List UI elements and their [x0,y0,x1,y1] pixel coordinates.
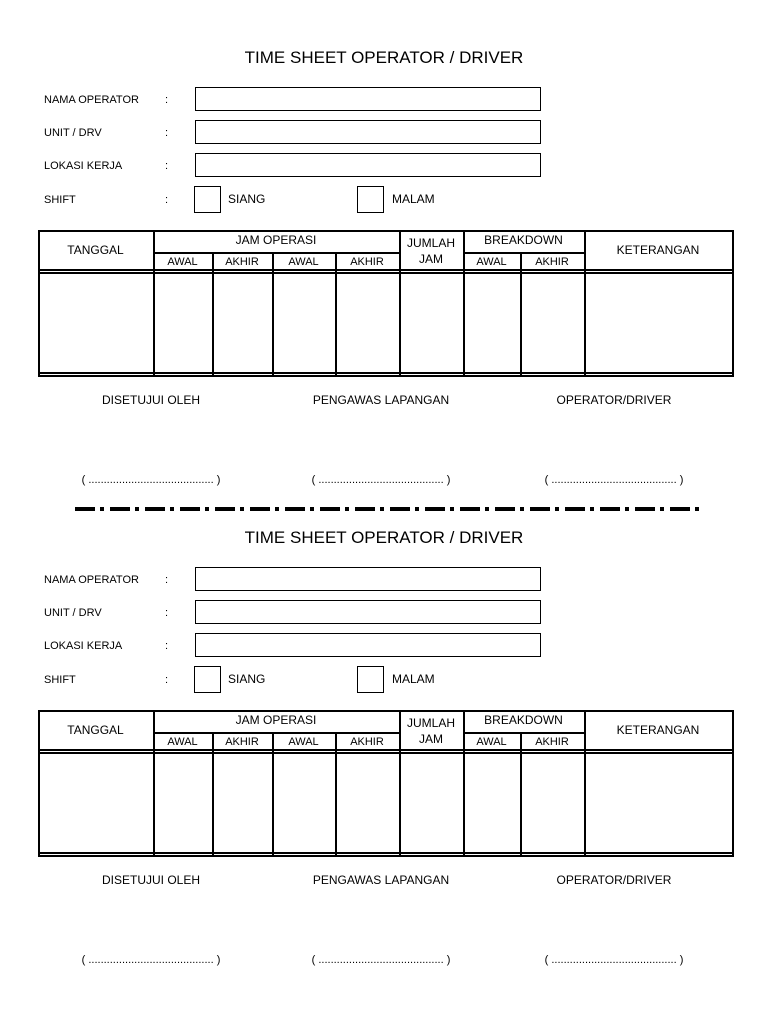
cell-keterangan[interactable] [586,754,731,851]
cell-jam-operasi-awal-2[interactable] [274,274,334,371]
shift-malam-label: MALAM [392,672,435,686]
cell-jumlah-jam[interactable] [401,274,462,371]
col-awal: AWAL [167,736,198,748]
col-tanggal: TANGGAL [67,243,124,257]
col-breakdown: BREAKDOWN [484,233,563,247]
nama-operator-field[interactable] [195,567,541,591]
col-awal: AWAL [167,256,198,268]
unit-drv-label: UNIT / DRV [44,607,102,619]
nama-operator-label: NAMA OPERATOR [44,94,139,106]
cell-tanggal[interactable] [40,754,152,851]
col-akhir: AKHIR [350,256,384,268]
cell-jam-operasi-awal[interactable] [155,754,211,851]
signature-line-disetujui[interactable]: ( ......................................... ) [81,474,221,486]
col-awal: AWAL [476,256,507,268]
colon: : [165,194,169,206]
cell-jam-operasi-akhir-2[interactable] [337,754,398,851]
disetujui-oleh-label: DISETUJUI OLEH [101,873,200,887]
cell-breakdown-awal[interactable] [465,274,519,371]
col-keterangan: KETERANGAN [616,723,700,737]
col-akhir: AKHIR [225,736,259,748]
lokasi-kerja-field[interactable] [195,633,541,657]
cell-jam-operasi-awal-2[interactable] [274,754,334,851]
shift-label: SHIFT [44,674,76,686]
shift-label: SHIFT [44,194,76,206]
col-keterangan: KETERANGAN [616,243,700,257]
shift-malam-label: MALAM [392,192,435,206]
unit-drv-field[interactable] [195,600,541,624]
col-tanggal: TANGGAL [67,723,124,737]
shift-siang-checkbox[interactable] [194,186,221,213]
lokasi-kerja-field[interactable] [195,153,541,177]
cell-breakdown-akhir[interactable] [522,754,583,851]
nama-operator-field[interactable] [195,87,541,111]
lokasi-kerja-label: LOKASI KERJA [44,640,123,652]
colon: : [165,674,169,686]
colon: : [165,94,169,106]
shift-malam-checkbox[interactable] [357,666,384,693]
signature-line-pengawas[interactable]: ( ......................................... ) [311,954,451,966]
operator-driver-label: OPERATOR/DRIVER [556,873,672,887]
col-akhir: AKHIR [535,256,569,268]
signature-line-pengawas[interactable]: ( ......................................... ) [311,474,451,486]
col-awal: AWAL [476,736,507,748]
cell-jam-operasi-akhir[interactable] [214,754,271,851]
shift-siang-label: SIANG [228,672,266,686]
colon: : [165,607,169,619]
nama-operator-label: NAMA OPERATOR [44,574,139,586]
signature-line-disetujui[interactable]: ( ......................................... ) [81,954,221,966]
colon: : [165,574,169,586]
signature-line-operator[interactable]: ( ......................................... ) [544,954,684,966]
pengawas-lapangan-label: PENGAWAS LAPANGAN [312,873,450,887]
colon: : [165,127,169,139]
col-awal: AWAL [288,736,319,748]
pengawas-lapangan-label: PENGAWAS LAPANGAN [312,393,450,407]
col-jumlah: JUMLAH [406,716,455,730]
col-breakdown: BREAKDOWN [484,713,563,727]
shift-siang-label: SIANG [228,192,266,206]
unit-drv-field[interactable] [195,120,541,144]
col-awal: AWAL [288,256,319,268]
colon: : [165,160,169,172]
sheet-title: TIME SHEET OPERATOR / DRIVER [244,48,524,67]
cell-keterangan[interactable] [586,274,731,371]
cell-jam-operasi-awal[interactable] [155,274,211,371]
col-jam-operasi: JAM OPERASI [235,713,317,727]
timesheet-form-1 [0,0,768,486]
col-jam-operasi: JAM OPERASI [235,233,317,247]
cell-jumlah-jam[interactable] [401,754,462,851]
disetujui-oleh-label: DISETUJUI OLEH [101,393,200,407]
shift-malam-checkbox[interactable] [357,186,384,213]
col-jam: JAM [419,732,443,746]
cell-jam-operasi-akhir-2[interactable] [337,274,398,371]
col-akhir: AKHIR [350,736,384,748]
cell-tanggal[interactable] [40,274,152,371]
sheet-title: TIME SHEET OPERATOR / DRIVER [244,528,524,547]
colon: : [165,640,169,652]
col-akhir: AKHIR [535,736,569,748]
col-jumlah: JUMLAH [406,236,455,250]
lokasi-kerja-label: LOKASI KERJA [44,160,123,172]
col-jam: JAM [419,252,443,266]
col-akhir: AKHIR [225,256,259,268]
cell-breakdown-akhir[interactable] [522,274,583,371]
unit-drv-label: UNIT / DRV [44,127,102,139]
timesheet-form-2 [0,480,768,966]
shift-siang-checkbox[interactable] [194,666,221,693]
operator-driver-label: OPERATOR/DRIVER [556,393,672,407]
cell-jam-operasi-akhir[interactable] [214,274,271,371]
cell-breakdown-awal[interactable] [465,754,519,851]
signature-line-operator[interactable]: ( ......................................... ) [544,474,684,486]
